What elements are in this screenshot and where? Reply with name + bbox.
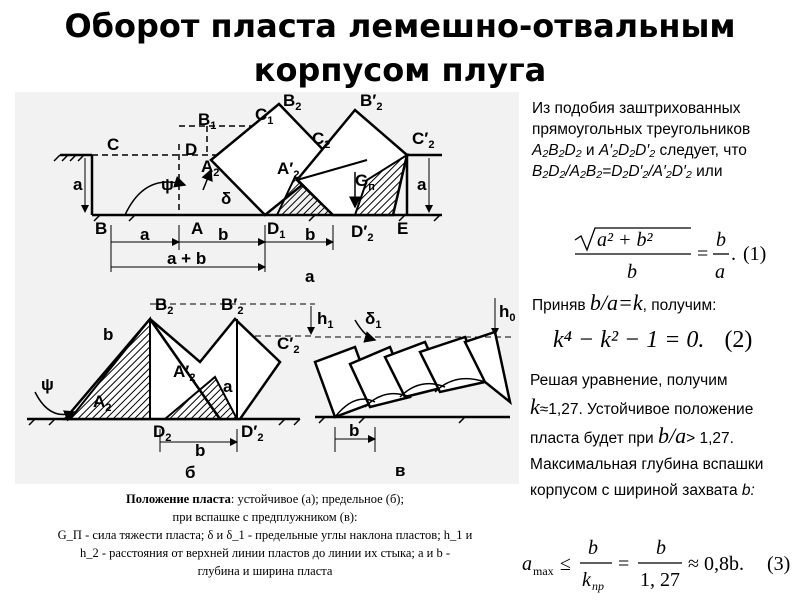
text-p1-d: или bbox=[691, 163, 723, 180]
solve-b: b: bbox=[741, 482, 755, 499]
label-a-right: a bbox=[417, 175, 427, 194]
title-line-2: корпусом плуга bbox=[253, 51, 547, 89]
label-B2p-b: $B'_2$ bbox=[221, 295, 244, 317]
label-D2p-b: $D'_2$ bbox=[241, 422, 264, 444]
formula1-rhs-den: a bbox=[715, 261, 725, 283]
label-A2-b: $A_2$ bbox=[93, 392, 112, 414]
svg-text:≤: ≤ bbox=[560, 553, 571, 575]
formula1-number: (1) bbox=[743, 243, 767, 265]
svg-text:.: . bbox=[731, 243, 736, 265]
formula3-num2: b bbox=[656, 537, 666, 559]
figure-b bbox=[27, 304, 315, 452]
caption-line-2: при вспашке с предплужником (в): bbox=[172, 510, 358, 524]
formula2-number: (2) bbox=[724, 327, 753, 353]
solve-k: k bbox=[530, 394, 540, 419]
label-B2-b: $B_2$ bbox=[155, 295, 174, 317]
label-E: E bbox=[397, 219, 409, 238]
label-delta: δ bbox=[221, 189, 232, 208]
formula2-expr: k⁴ − k² − 1 = 0. bbox=[553, 327, 705, 353]
title-line-1: Оборот пласта лемешно-отвальным bbox=[64, 7, 736, 45]
svg-text:=: = bbox=[697, 243, 709, 265]
label-A: A bbox=[191, 219, 204, 238]
label-aplusb: a + b bbox=[167, 249, 207, 268]
solve-text-2: ≈1,27. Устойчивое положение пласта будет при bbox=[530, 401, 754, 447]
label-a-left: a bbox=[73, 175, 83, 194]
plow-diagram bbox=[15, 92, 519, 484]
formula1-rhs-num: b bbox=[716, 229, 726, 251]
label-psi-a: ψ bbox=[161, 175, 174, 194]
text-tri2: A′₂D₂D′₂ bbox=[598, 142, 656, 159]
label-B2p-a: $B'_2$ bbox=[360, 92, 383, 113]
label-D1: $D_1$ bbox=[267, 219, 286, 241]
caption-line-4: h_2 - расстояния от верхней линии пластов до линии их стыка; a и b - bbox=[79, 546, 451, 560]
figure-caption bbox=[10, 490, 520, 580]
text-ratio: B₂D₂/A₂B₂=D₂D′₂/A′₂D′₂ bbox=[532, 163, 692, 180]
solution-text bbox=[530, 368, 792, 504]
accept-text-a: Приняв bbox=[532, 297, 590, 314]
formula1-den: b bbox=[627, 261, 637, 283]
formula3-number: (3) bbox=[767, 553, 791, 575]
label-A2p-a: $A'_2$ bbox=[277, 159, 300, 181]
formula3-den1-sub: пр bbox=[592, 579, 604, 593]
solve-text-1: Решая уравнение, получим bbox=[530, 372, 728, 389]
label-C2p-b: $C'_2$ bbox=[277, 334, 300, 356]
label-D2-b: $D_2$ bbox=[153, 422, 172, 444]
accept-expr: b/a=k bbox=[589, 290, 643, 315]
figure-a bbox=[54, 104, 442, 272]
svg-text:=: = bbox=[618, 553, 630, 575]
formula3-rhs: ≈ 0,8b. bbox=[688, 553, 744, 575]
caption-line-1: : устойчивое (а); предельное (б); bbox=[230, 492, 404, 506]
label-b-dim1: b bbox=[218, 225, 229, 244]
label-A2-a: $A_2$ bbox=[201, 157, 220, 179]
accept-line bbox=[532, 290, 716, 316]
solve-ba: b/a bbox=[657, 423, 687, 448]
formula3-lhs: a bbox=[522, 553, 532, 575]
formula-1 bbox=[573, 226, 773, 289]
label-Gn: $G_п$ bbox=[355, 171, 375, 193]
text-p1-b: и bbox=[581, 142, 599, 159]
formula3-lhs-sub: max bbox=[533, 564, 554, 578]
caption-line-3: G_П - сила тяжести пласта; δ и δ_1 - предельные углы наклона пластов; h_1 и bbox=[57, 528, 473, 542]
label-fig-v: в bbox=[395, 461, 406, 480]
formula3-den1: k bbox=[582, 569, 591, 591]
label-b-v: b bbox=[349, 421, 360, 440]
label-C2-a: $C_2$ bbox=[312, 129, 331, 151]
solve-text-3: > 1,27. Максимальная глубина вспашки корпусом с шириной захвата bbox=[530, 430, 764, 499]
label-fig-a: a bbox=[305, 267, 315, 286]
label-D: D bbox=[185, 140, 198, 159]
slide-title bbox=[0, 4, 800, 92]
text-tri1: A₂B₂D₂ bbox=[532, 142, 582, 159]
label-C1: $C_1$ bbox=[255, 105, 274, 127]
label-fig-b: б bbox=[185, 463, 196, 482]
explanation-text bbox=[532, 98, 794, 182]
label-B: B bbox=[95, 219, 108, 238]
formula3-den2: 1, 27 bbox=[640, 569, 680, 591]
label-h0: $h_0$ bbox=[499, 302, 516, 324]
text-p1-c: следует, что bbox=[655, 142, 747, 159]
formula3-num1: b bbox=[588, 537, 598, 559]
label-a-dim: a bbox=[140, 225, 150, 244]
label-delta1: $\delta_1$ bbox=[365, 309, 382, 331]
label-b-dim2: b bbox=[305, 225, 316, 244]
label-psi-b: ψ bbox=[41, 375, 54, 394]
label-A2p-b: $A'_2$ bbox=[173, 362, 196, 384]
label-h1: $h_1$ bbox=[317, 309, 334, 331]
label-B2-a: $B_2$ bbox=[283, 92, 302, 113]
formula1-num: a² + b² bbox=[597, 229, 653, 251]
text-p1-a: Из подобия заштрихованных прямоугольных треугольников bbox=[532, 100, 751, 138]
label-b-diag: b bbox=[103, 325, 114, 344]
label-C2p-a: $C'_2$ bbox=[412, 129, 435, 151]
label-D2p-a: $D'_2$ bbox=[351, 222, 374, 244]
caption-bold: Положение пласта bbox=[126, 492, 231, 506]
label-C: C bbox=[107, 135, 120, 154]
figure-v bbox=[315, 298, 515, 452]
label-a-diag: a bbox=[223, 377, 233, 396]
formula-2 bbox=[553, 327, 752, 354]
accept-text-b: , получим: bbox=[642, 297, 717, 314]
label-B1: $B_1$ bbox=[198, 110, 217, 132]
label-b-bottom-b: b bbox=[195, 441, 206, 460]
caption-line-5: глубина и ширина пласта bbox=[197, 564, 333, 578]
formula-3 bbox=[522, 532, 798, 599]
